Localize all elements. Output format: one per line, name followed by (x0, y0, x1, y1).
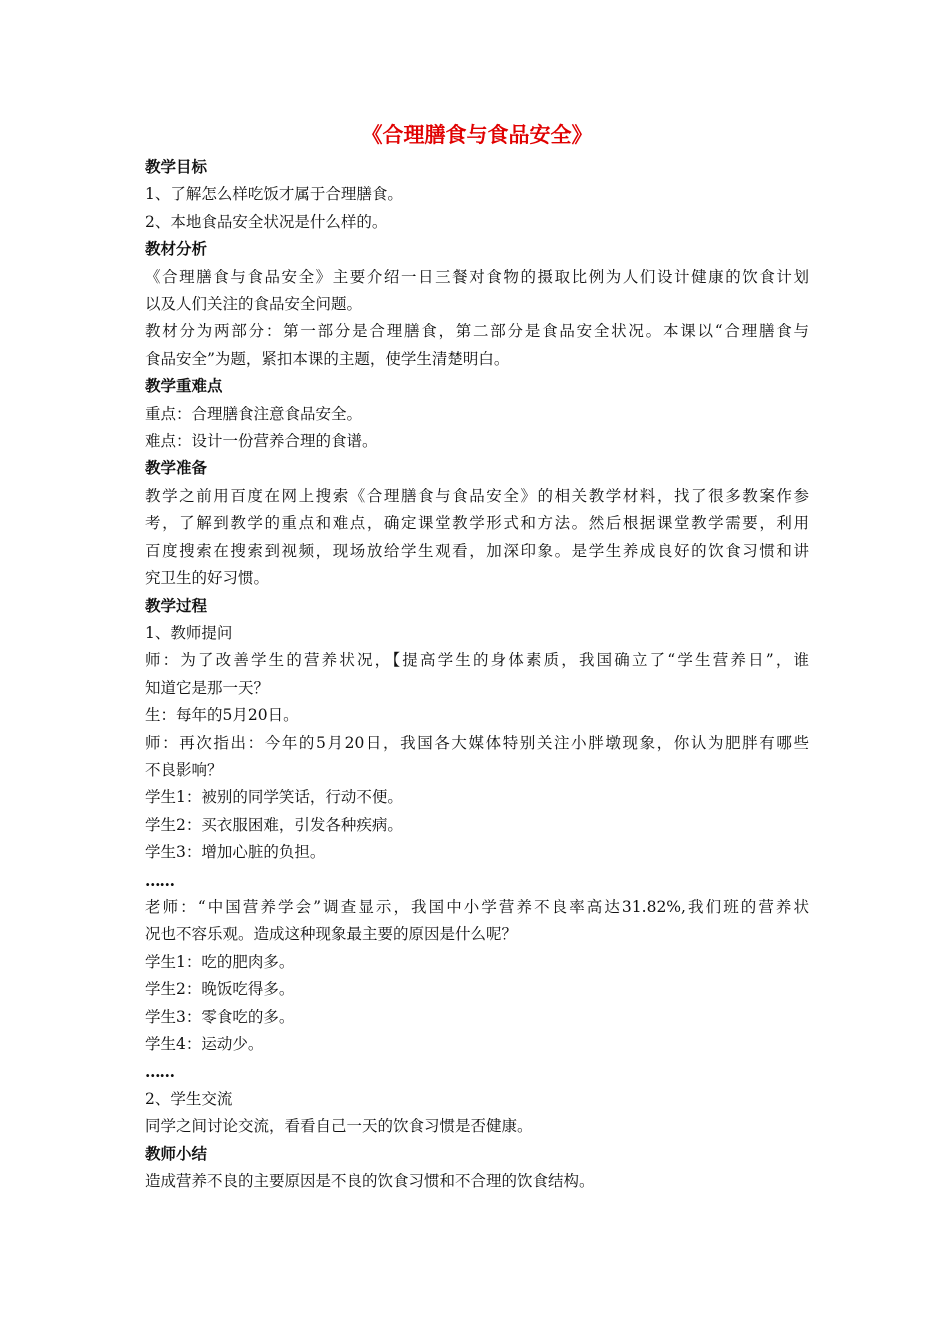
dialogue-answer: 学生3：增加心脏的负担。 (145, 843, 326, 862)
exchange-text: 同学之间讨论交流，看看自己一天的饮食习惯是否健康。 (145, 1117, 533, 1136)
section-heading-process: 教学过程 (145, 596, 208, 615)
document-body (145, 120, 809, 1195)
goal-item: 2、本地食品安全状况是什么样的。 (145, 212, 388, 231)
paragraph-line: 老师：“中国营养学会”调查显示，我国中小学营养不良率高达31.82%,我们班的营养状 (145, 897, 809, 916)
summary-text: 造成营养不良的主要原因是不良的饮食习惯和不合理的饮食结构。 (145, 1172, 595, 1191)
analysis-paragraph (145, 264, 809, 319)
paragraph-line: 以及人们关注的食品安全问题。 (145, 295, 363, 314)
dialogue-answer: 学生2：晚饭吃得多。 (145, 980, 295, 999)
key-focus: 重点：合理膳食注意食品安全。 (145, 404, 363, 423)
dialogue-answer: 生：每年的5月20日。 (145, 706, 299, 725)
preparation-paragraph (145, 483, 809, 593)
paragraph-line: 师：为了改善学生的营养状况，【提高学生的身体素质，我国确立了“学生营养日”，谁 (145, 651, 809, 670)
section-heading-summary: 教师小结 (145, 1144, 208, 1163)
process-step: 1、教师提问 (145, 623, 233, 642)
paragraph-line: 教学之前用百度在网上搜索《合理膳食与食品安全》的相关教学材料，找了很多教案作参 (145, 486, 809, 505)
dialogue-question (145, 647, 809, 702)
section-heading-key-points: 教学重难点 (145, 377, 223, 396)
dialogue-answer: 学生4：运动少。 (145, 1035, 264, 1053)
paragraph-line: 不良影响？ (145, 760, 223, 779)
analysis-paragraph (145, 318, 809, 373)
section-heading-goals: 教学目标 (145, 158, 208, 176)
paragraph-line: 《合理膳食与食品安全》主要介绍一日三餐对食物的摄取比例为人们设计健康的饮食计划 (145, 267, 809, 286)
ellipsis: …… (145, 1062, 174, 1082)
paragraph-line: 究卫生的好习惯。 (145, 569, 270, 588)
ellipsis: …… (145, 870, 174, 890)
paragraph-line: 百度搜索在搜索到视频，现场放给学生观看，加深印象。是学生养成良好的饮食习惯和讲 (145, 541, 809, 560)
process-step: 2、学生交流 (145, 1089, 233, 1108)
paragraph-line: 食品安全”为题，紧扣本课的主题，使学生清楚明白。 (145, 349, 510, 368)
goal-item: 1、了解怎么样吃饭才属于合理膳食。 (145, 185, 403, 204)
dialogue-question (145, 730, 809, 785)
dialogue-answer: 学生1：吃的肥肉多。 (145, 952, 295, 971)
paragraph-line: 教材分为两部分：第一部分是合理膳食，第二部分是食品安全状况。本课以“合理膳食与 (145, 322, 809, 341)
section-heading-analysis: 教材分析 (145, 240, 208, 259)
dialogue-answer: 学生2：买衣服困难，引发各种疾病。 (145, 815, 403, 834)
section-heading-preparation: 教学准备 (145, 459, 208, 478)
paragraph-line: 知道它是那一天？ (145, 678, 270, 697)
dialogue-answer: 学生3：零食吃的多。 (145, 1007, 295, 1026)
key-difficulty: 难点：设计一份营养合理的食谱。 (145, 432, 378, 451)
document-title: 《合理膳食与食品安全》 (361, 122, 593, 147)
paragraph-line: 考，了解到教学的重点和难点，确定课堂教学形式和方法。然后根据课堂教学需要，利用 (145, 514, 809, 533)
paragraph-line: 况也不容乐观。造成这种现象最主要的原因是什么呢？ (145, 925, 518, 944)
dialogue-answer: 学生1：被别的同学笑话，行动不便。 (145, 788, 403, 807)
paragraph-line: 师：再次指出：今年的5月20日，我国各大媒体特别关注小胖墩现象，你认为肥胖有哪些 (145, 733, 809, 752)
dialogue-question (145, 894, 809, 949)
